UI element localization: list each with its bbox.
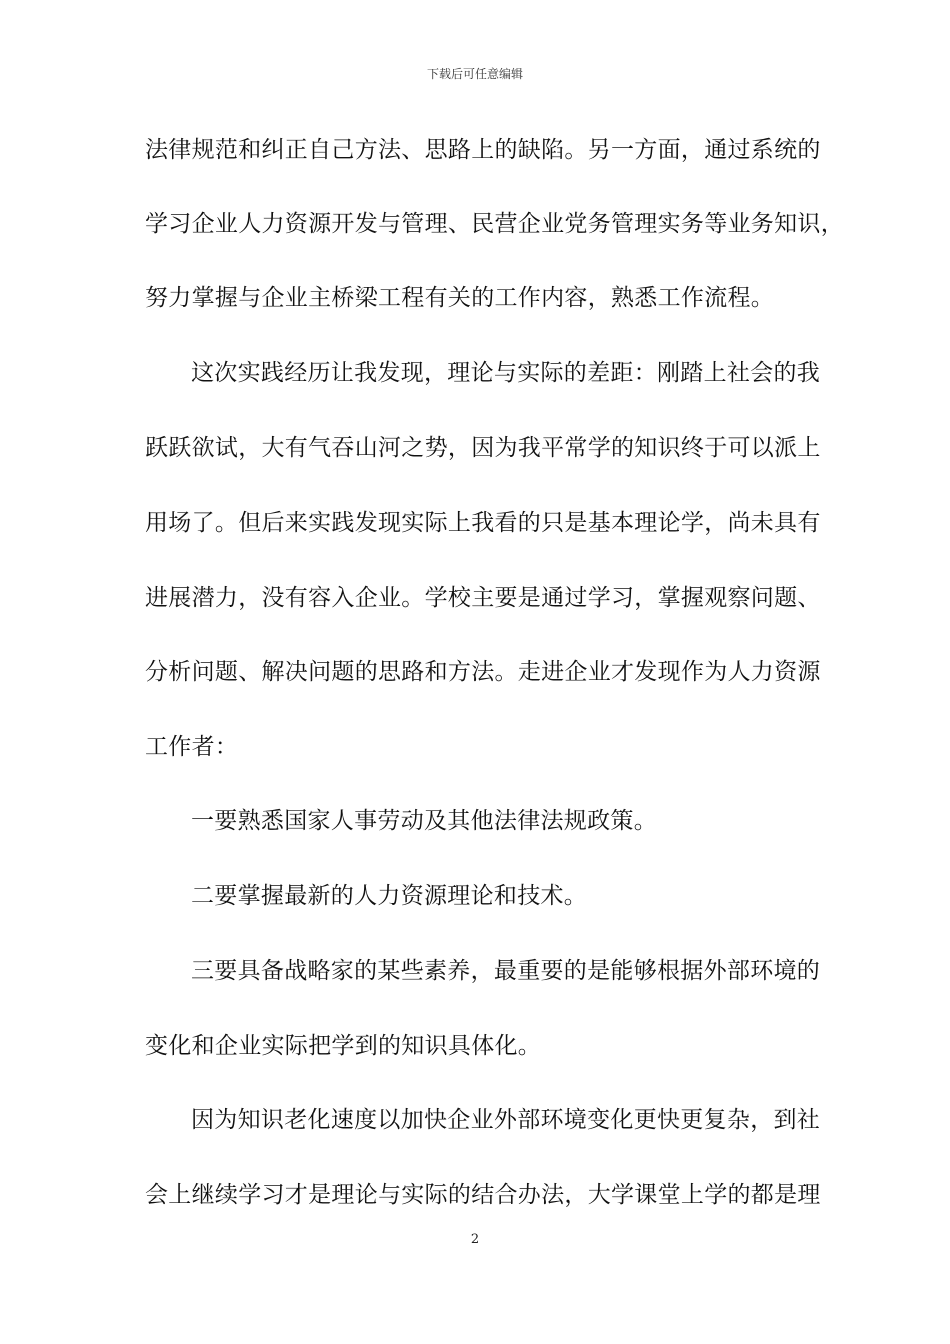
text-line: 会上继续学习才是理论与实际的结合办法，大学课堂上学的都是理: [145, 1182, 821, 1208]
text-line: 三要具备战略家的某些素养，最重要的是能够根据外部环境的: [191, 958, 821, 984]
text-line: 法律规范和纠正自己方法、思路上的缺陷。另一方面，通过系统的: [145, 137, 821, 163]
text-line: 二要掌握最新的人力资源理论和技术。: [191, 883, 588, 909]
text-line: 努力掌握与企业主桥梁工程有关的工作内容，熟悉工作流程。: [145, 285, 775, 311]
text-line: 一要熟悉国家人事劳动及其他法律法规政策。: [191, 808, 657, 834]
text-line: 因为知识老化速度以加快企业外部环境变化更快更复杂，到社: [191, 1107, 821, 1133]
text-line: 分析问题、解决问题的思路和方法。走进企业才发现作为人力资源: [145, 659, 821, 685]
text-line: 这次实践经历让我发现，理论与实际的差距：刚踏上社会的我: [191, 360, 821, 386]
text-line: 学习企业人力资源开发与管理、民营企业党务管理实务等业务知识，: [145, 211, 844, 237]
text-line: 工作者：: [145, 734, 239, 760]
text-line: 跃跃欲试，大有气吞山河之势，因为我平常学的知识终于可以派上: [145, 435, 821, 461]
text-line: 变化和企业实际把学到的知识具体化。: [145, 1033, 542, 1059]
text-line: 用场了。但后来实践发现实际上我看的只是基本理论学，尚未具有: [145, 510, 821, 536]
text-line: 进展潜力，没有容入企业。学校主要是通过学习，掌握观察问题、: [145, 585, 821, 611]
page-header: 下载后可任意编辑: [426, 67, 523, 81]
page-number: 2: [470, 1232, 480, 1247]
